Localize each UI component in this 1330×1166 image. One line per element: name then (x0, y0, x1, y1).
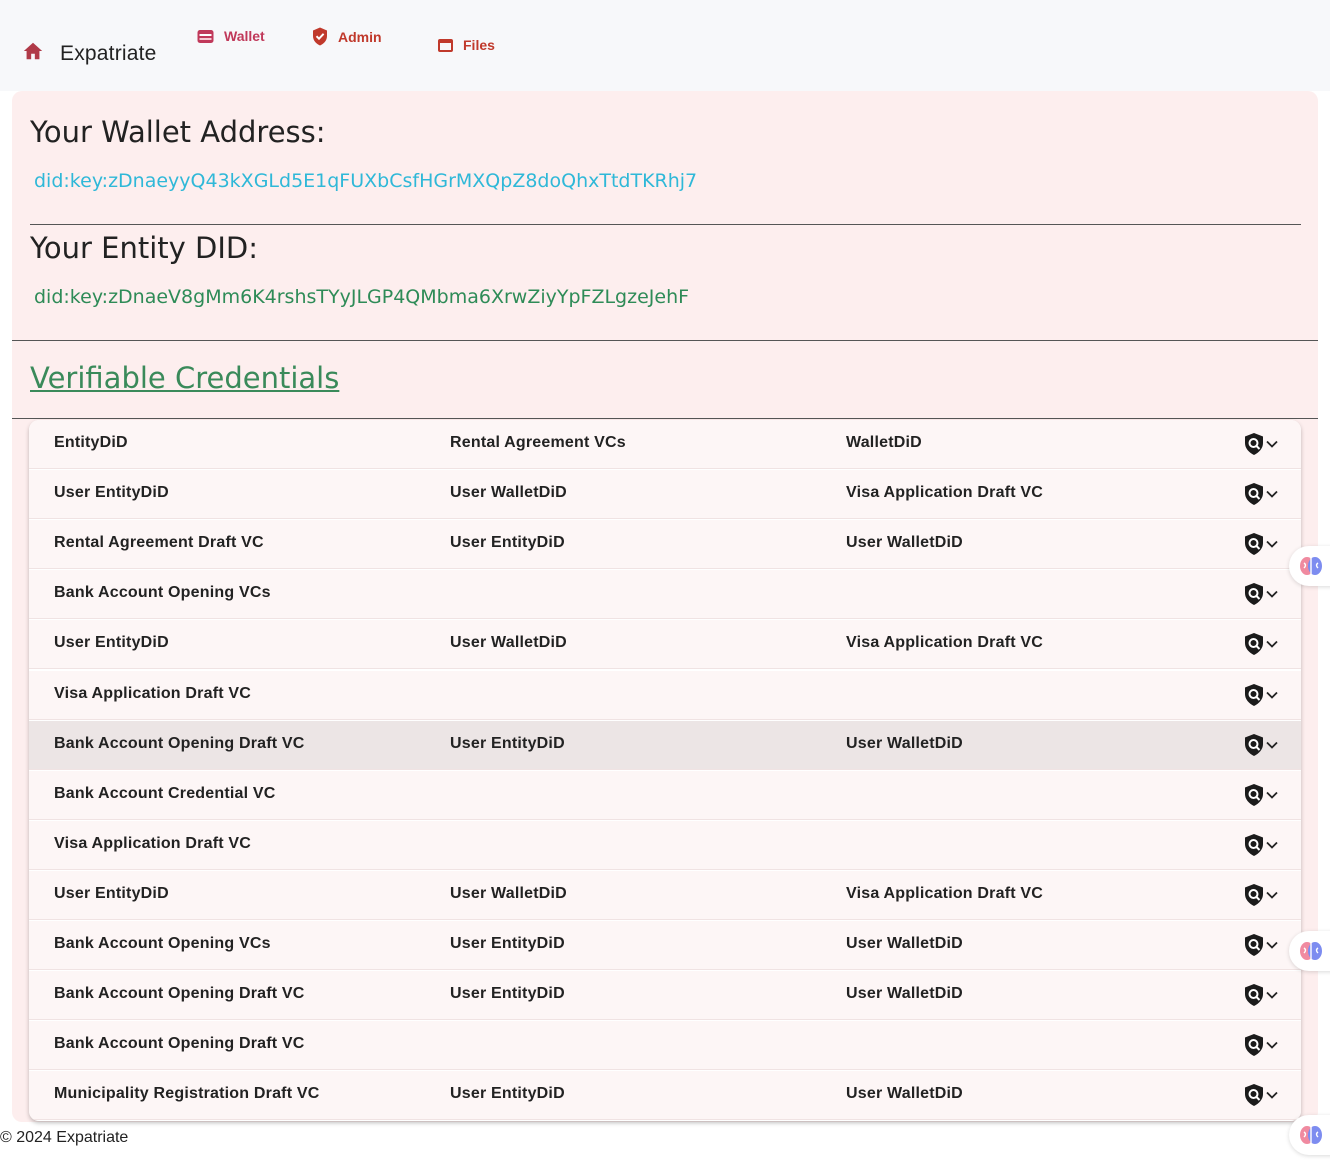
row-expand-button[interactable] (1243, 632, 1279, 656)
chevron-down-icon (1265, 740, 1279, 750)
credential-row[interactable] (29, 620, 1301, 669)
credential-row[interactable] (29, 1021, 1301, 1070)
credential-cell: EntityDiD (54, 434, 128, 451)
wallet-panel (12, 91, 1318, 1122)
credential-cell: Bank Account Opening VCs (54, 935, 271, 952)
row-expand-button[interactable] (1243, 883, 1279, 907)
credential-cell: User WalletDiD (450, 484, 567, 501)
chevron-down-icon (1265, 1090, 1279, 1100)
row-expand-button[interactable] (1243, 683, 1279, 707)
credential-row[interactable] (29, 671, 1301, 720)
entity-did-title: Your Entity DID: (30, 231, 258, 265)
credential-cell: User EntityDiD (450, 534, 565, 551)
credential-cell: Municipality Registration Draft VC (54, 1085, 320, 1102)
credential-cell: User WalletDiD (846, 735, 963, 752)
credential-cell: Bank Account Opening Draft VC (54, 1035, 305, 1052)
row-expand-button[interactable] (1243, 933, 1279, 957)
row-expand-button[interactable] (1243, 582, 1279, 606)
credentials-table (29, 420, 1301, 1121)
credential-row[interactable] (29, 771, 1301, 820)
shield-search-icon (1243, 432, 1265, 456)
credential-cell: User WalletDiD (846, 1085, 963, 1102)
row-expand-button[interactable] (1243, 833, 1279, 857)
row-expand-button[interactable] (1243, 783, 1279, 807)
chevron-down-icon (1265, 1040, 1279, 1050)
footer-copyright: © 2024 Expatriate (0, 1129, 129, 1146)
chevron-down-icon (1265, 890, 1279, 900)
shield-search-icon (1243, 1083, 1265, 1107)
row-expand-button[interactable] (1243, 482, 1279, 506)
brain-icon (1299, 940, 1323, 962)
credential-cell: User WalletDiD (450, 885, 567, 902)
floating-assistant-button[interactable] (1289, 546, 1330, 586)
chevron-down-icon (1265, 840, 1279, 850)
shield-search-icon (1243, 933, 1265, 957)
credential-cell: User EntityDiD (450, 985, 565, 1002)
credential-cell: Rental Agreement VCs (450, 434, 626, 451)
wallet-address-value[interactable]: did:key:zDnaeyyQ43kXGLd5E1qFUXbCsfHGrMXQpZ8doQhxTtdTKRhj7 (34, 170, 698, 192)
credential-cell: User EntityDiD (450, 1085, 565, 1102)
shield-search-icon (1243, 783, 1265, 807)
credential-row[interactable] (29, 1071, 1301, 1120)
verifiable-credentials-heading[interactable]: Verifiable Credentials (30, 361, 340, 395)
floating-assistant-button[interactable] (1289, 931, 1330, 971)
brain-icon (1299, 555, 1323, 577)
window-icon (438, 39, 453, 52)
home-icon[interactable] (22, 40, 44, 62)
nav-admin[interactable] (312, 27, 382, 46)
credential-cell: Rental Agreement Draft VC (54, 534, 264, 551)
credential-cell: User EntityDiD (54, 634, 169, 651)
chevron-down-icon (1265, 690, 1279, 700)
credential-row[interactable] (29, 520, 1301, 569)
divider (12, 418, 1318, 419)
shield-search-icon (1243, 532, 1265, 556)
app-title: Expatriate (60, 42, 157, 65)
row-expand-button[interactable] (1243, 733, 1279, 757)
shield-search-icon (1243, 883, 1265, 907)
entity-did-value[interactable]: did:key:zDnaeV8gMm6K4rshsTYyJLGP4QMbma6XrwZiyYpFZLgzeJehF (34, 286, 690, 308)
credential-cell: User WalletDiD (846, 985, 963, 1002)
wallet-address-title: Your Wallet Address: (30, 115, 326, 149)
chevron-down-icon (1265, 790, 1279, 800)
credential-cell: Visa Application Draft VC (54, 835, 252, 852)
nav-files[interactable] (438, 37, 495, 53)
credential-cell: User EntityDiD (54, 484, 169, 501)
chevron-down-icon (1265, 940, 1279, 950)
credential-cell: Visa Application Draft VC (54, 685, 252, 702)
credential-cell: User EntityDiD (450, 935, 565, 952)
row-expand-button[interactable] (1243, 1083, 1279, 1107)
credential-row[interactable] (29, 470, 1301, 519)
credential-cell: Bank Account Opening Draft VC (54, 985, 305, 1002)
credential-cell: User WalletDiD (846, 534, 963, 551)
row-expand-button[interactable] (1243, 983, 1279, 1007)
credential-cell: WalletDiD (846, 434, 922, 451)
nav-wallet-label: Wallet (224, 28, 265, 44)
shield-search-icon (1243, 833, 1265, 857)
brand[interactable] (22, 36, 157, 66)
credential-row[interactable] (29, 821, 1301, 870)
credential-cell: Bank Account Opening Draft VC (54, 735, 305, 752)
credential-cell: Visa Application Draft VC (846, 634, 1044, 651)
chevron-down-icon (1265, 489, 1279, 499)
floating-assistant-button[interactable] (1289, 1115, 1330, 1155)
row-expand-button[interactable] (1243, 432, 1279, 456)
divider (30, 224, 1301, 225)
nav-wallet[interactable] (197, 28, 265, 44)
shield-icon (312, 27, 328, 46)
credential-row[interactable] (29, 921, 1301, 970)
shield-search-icon (1243, 632, 1265, 656)
chevron-down-icon (1265, 539, 1279, 549)
credential-cell: User EntityDiD (450, 735, 565, 752)
chevron-down-icon (1265, 990, 1279, 1000)
shield-search-icon (1243, 983, 1265, 1007)
chevron-down-icon (1265, 589, 1279, 599)
row-expand-button[interactable] (1243, 1033, 1279, 1057)
nav-admin-label: Admin (338, 28, 382, 45)
chevron-down-icon (1265, 439, 1279, 449)
credential-row[interactable] (29, 721, 1301, 770)
shield-search-icon (1243, 582, 1265, 606)
credential-cell: User WalletDiD (450, 634, 567, 651)
credential-cell: User WalletDiD (846, 935, 963, 952)
wallet-icon (197, 29, 214, 44)
credential-row[interactable] (29, 871, 1301, 920)
nav-files-label: Files (463, 37, 495, 53)
brain-icon (1299, 1124, 1323, 1146)
row-expand-button[interactable] (1243, 532, 1279, 556)
credential-cell: Bank Account Credential VC (54, 785, 276, 802)
chevron-down-icon (1265, 639, 1279, 649)
credential-cell: User EntityDiD (54, 885, 169, 902)
shield-search-icon (1243, 683, 1265, 707)
credential-cell: Visa Application Draft VC (846, 885, 1044, 902)
shield-search-icon (1243, 482, 1265, 506)
credential-row[interactable] (29, 971, 1301, 1020)
credential-cell: Bank Account Opening VCs (54, 584, 271, 601)
credential-row[interactable] (29, 570, 1301, 619)
divider (12, 340, 1318, 341)
credential-cell: Visa Application Draft VC (846, 484, 1044, 501)
shield-search-icon (1243, 733, 1265, 757)
credential-row[interactable] (29, 420, 1301, 469)
top-nav-bar (0, 0, 1330, 91)
shield-search-icon (1243, 1033, 1265, 1057)
